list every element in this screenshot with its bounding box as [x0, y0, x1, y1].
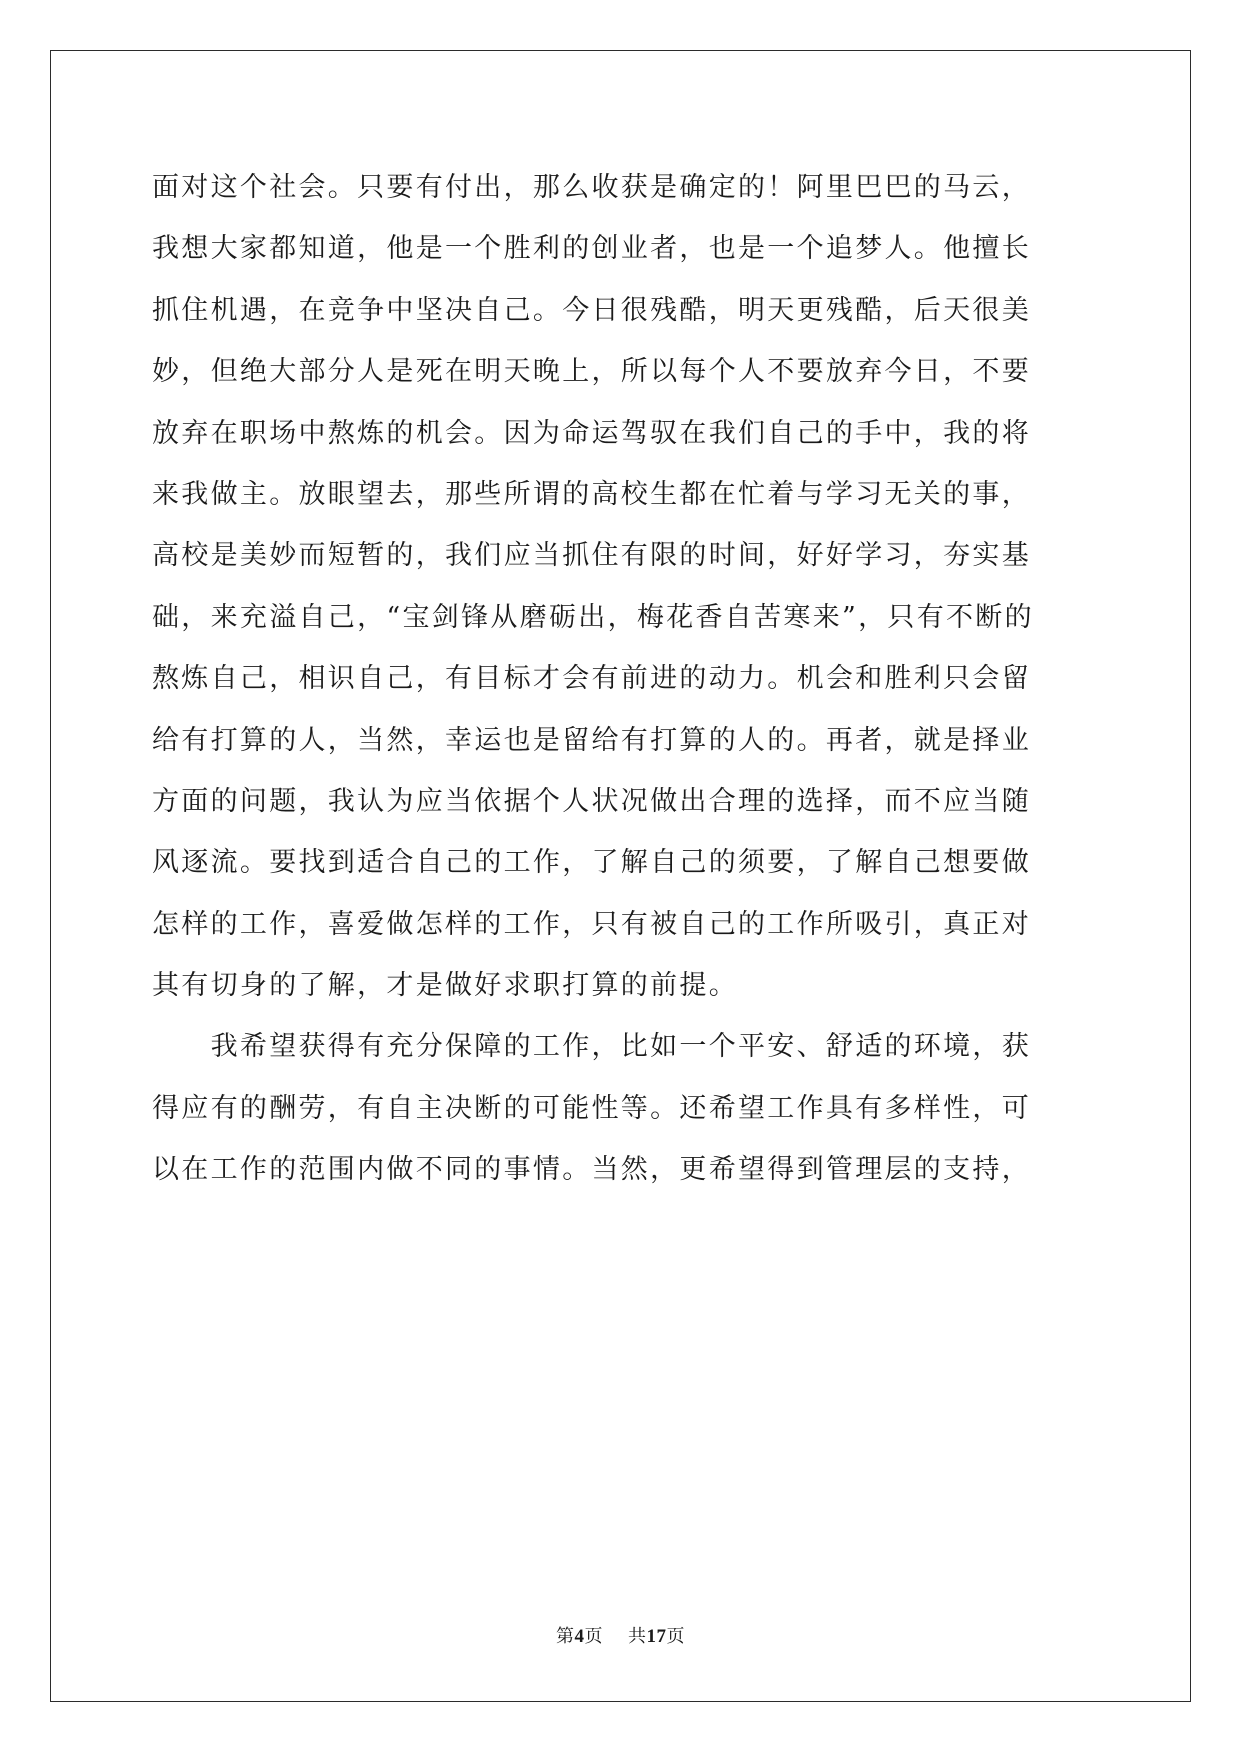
text-line: 怎样的工作，喜爱做怎样的工作，只有被自己的工作所吸引，真正对: [152, 908, 1031, 940]
text-line: 放弃在职场中熬炼的机会。因为命运驾驭在我们自己的手中，我的将: [152, 417, 1031, 449]
page-number: 4: [574, 1626, 585, 1647]
text-line: 得应有的酬劳，有自主决断的可能性等。还希望工作具有多样性，可: [152, 1092, 1031, 1124]
page-suffix: 页: [584, 1626, 604, 1647]
text-line: 面对这个社会。只要有付出，那么收获是确定的！阿里巴巴的马云，: [152, 172, 1031, 203]
total-pages: 17: [646, 1626, 667, 1647]
total-prefix: 共: [627, 1626, 647, 1647]
text-line: 风逐流。要找到适合自己的工作，了解自己的须要，了解自己想要做: [152, 847, 1031, 879]
page-prefix: 第: [556, 1626, 575, 1647]
document-body: [152, 157, 1092, 1201]
text-line: 础，来充溢自己，“宝剑锋从磨砺出，梅花香自苦寒来”，只有不断的: [152, 601, 1034, 633]
total-suffix: 页: [666, 1626, 685, 1647]
text-line: 给有打算的人，当然，幸运也是留给有打算的人的。再者，就是择业: [152, 724, 1031, 756]
text-line: 妙，但绝大部分人是死在明天晚上，所以每个人不要放弃今日，不要: [152, 356, 1031, 388]
text-line: 其有切身的了解，才是做好求职打算的前提。: [152, 970, 738, 1002]
text-line: 高校是美妙而短暂的，我们应当抓住有限的时间，好好学习，夯实基: [152, 540, 1031, 572]
text-line: 我想大家都知道，他是一个胜利的创业者，也是一个追梦人。他擅长: [152, 233, 1031, 265]
text-line-paragraph-start: 我希望获得有充分保障的工作，比如一个平安、舒适的环境，获: [152, 1031, 1031, 1063]
text-line: 方面的问题，我认为应当依据个人状况做出合理的选择，而不应当随: [152, 785, 1031, 817]
text-line: 抓住机遇，在竞争中坚决自己。今日很残酷，明天更残酷，后天很美: [152, 294, 1031, 326]
text-line: 熬炼自己，相识自己，有目标才会有前进的动力。机会和胜利只会留: [152, 663, 1031, 695]
text-line: 来我做主。放眼望去，那些所谓的高校生都在忙着与学习无关的事，: [152, 478, 1031, 510]
page-footer: [0, 1622, 1241, 1648]
text-line: 以在工作的范围内做不同的事情。当然，更希望得到管理层的支持，: [152, 1154, 1031, 1186]
